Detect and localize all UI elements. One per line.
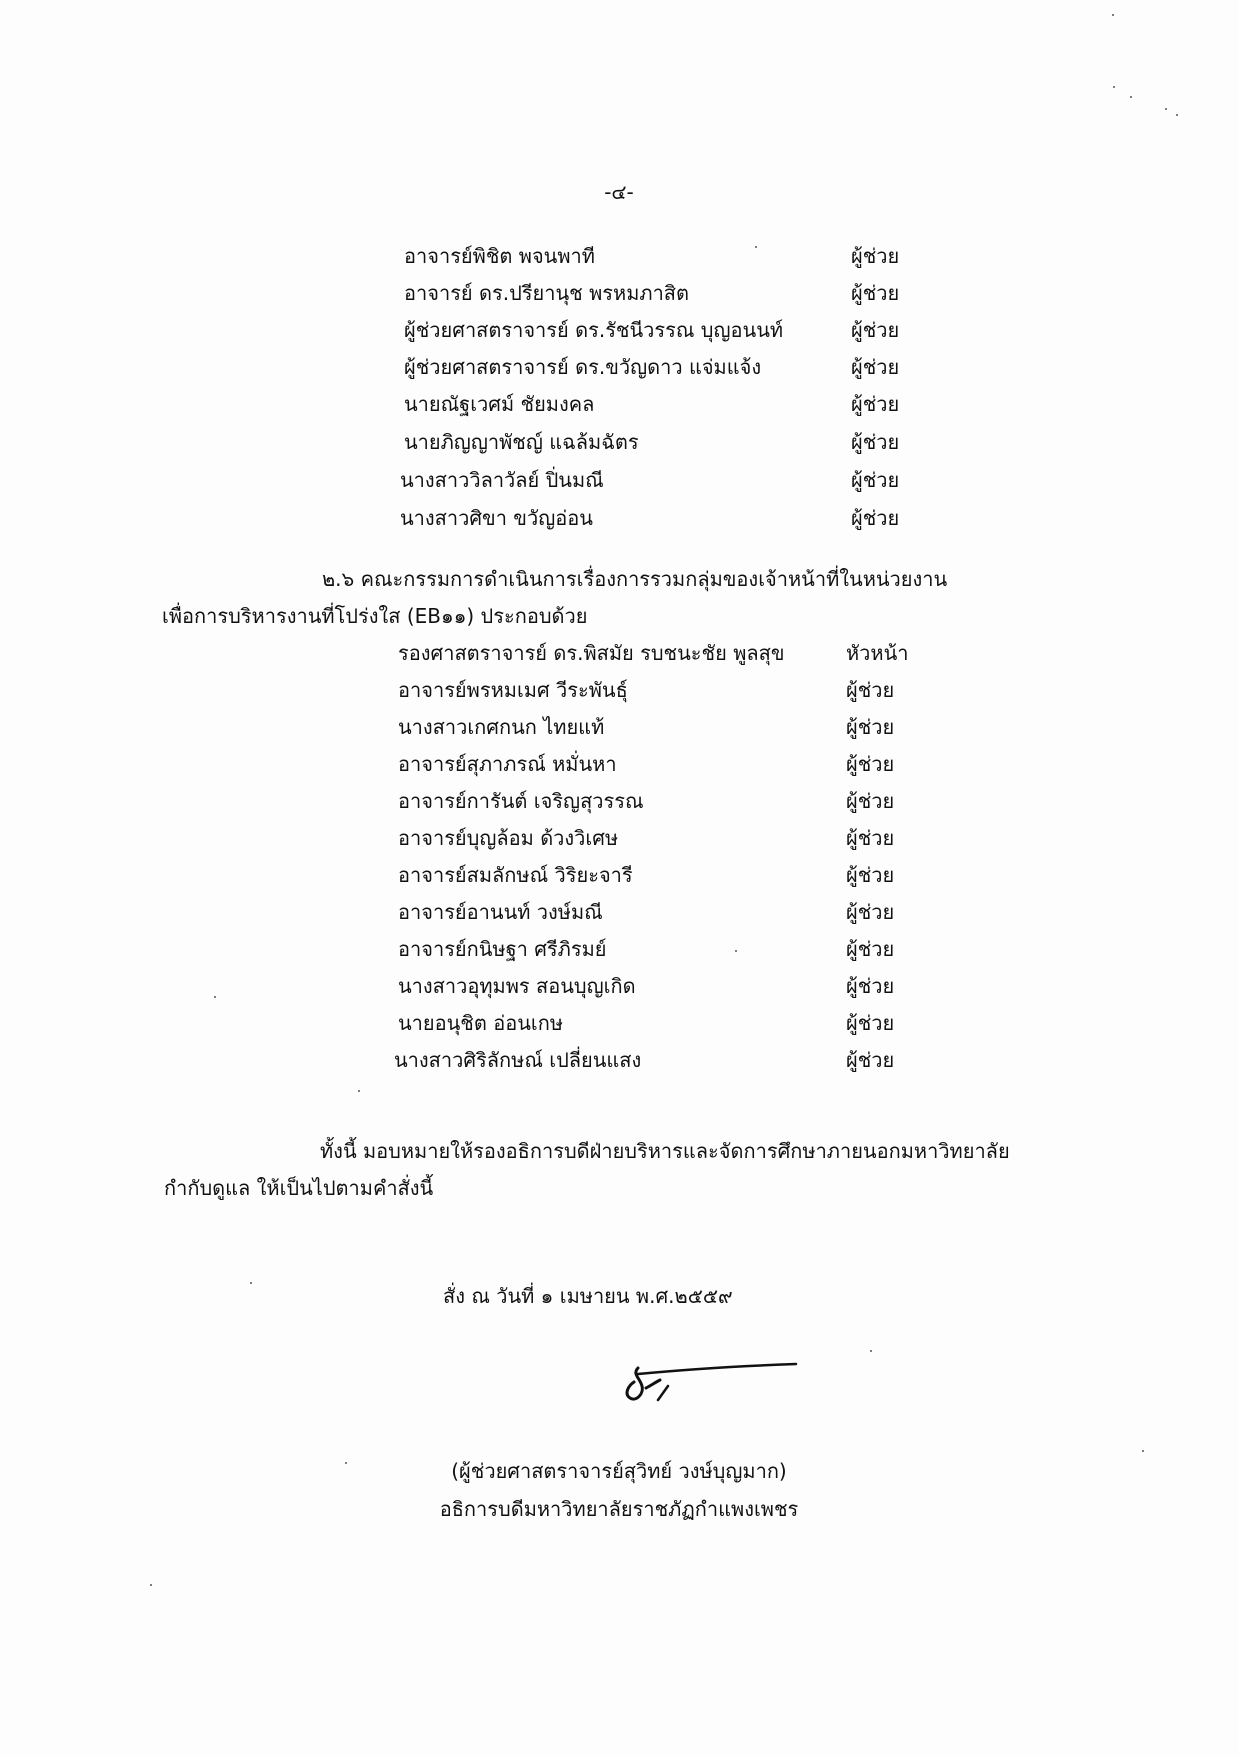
member-name: ผู้ช่วยศาสตราจารย์ ดร.รัชนีวรรณ บุญอนนท์ [404,318,784,342]
member-name: อาจารย์ ดร.ปรียานุช พรหมภาสิต [404,281,689,305]
handwritten-signature [610,1352,800,1412]
member-name: ผู้ช่วยศาสตราจารย์ ดร.ขวัญดาว แจ่มแจ้ง [404,355,762,379]
list-item [0,500,1238,536]
closing-paragraph-line1: ทั้งนี้ มอบหมายให้รองอธิการบดีฝ่ายบริหารและจัดการศึกษาภายนอกมหาวิทยาลัย [320,1139,1010,1163]
list-item [0,635,1238,671]
list-item [0,709,1238,745]
member-name: อาจารย์การันต์ เจริญสุวรรณ [398,789,644,813]
member-name: นายณัฐเวศม์ ชัยมงคล [404,392,595,416]
member-role: ผู้ช่วย [846,863,895,887]
member-role: ผู้ช่วย [846,678,895,702]
list-item [0,1042,1238,1078]
list-item [0,275,1238,311]
member-name: อาจารย์บุญล้อม ด้วงวิเศษ [398,826,619,850]
closing-paragraph-line2: กำกับดูแล ให้เป็นไปตามคำสั่งนี้ [164,1176,434,1200]
list-item [0,857,1238,893]
list-item [0,931,1238,967]
scan-speck [250,1282,252,1284]
list-item [0,746,1238,782]
member-role: ผู้ช่วย [846,937,895,961]
member-role: ผู้ช่วย [846,1048,895,1072]
list-item [0,349,1238,385]
scan-speck [1113,86,1115,88]
member-name: นางสาวอุทุมพร สอนบุญเกิด [398,974,636,998]
member-role: ผู้ช่วย [851,392,900,416]
scan-speck [150,1584,152,1586]
member-role: ผู้ช่วย [846,752,895,776]
scan-speck [1112,14,1114,16]
member-name: อาจารย์กนิษฐา ศรีภิรมย์ [398,937,607,961]
member-name: นายอนุชิต อ่อนเกษ [398,1011,564,1035]
member-role: ผู้ช่วย [851,281,900,305]
list-item [0,894,1238,930]
member-role: ผู้ช่วย [846,900,895,924]
member-role: ผู้ช่วย [851,355,900,379]
member-role: ผู้ช่วย [846,789,895,813]
list-item [0,312,1238,348]
scan-speck [1165,108,1167,110]
member-role: ผู้ช่วย [851,468,900,492]
member-role: ผู้ช่วย [851,506,900,530]
member-name: นางสาวศิริลักษณ์ เปลี่ยนแสง [394,1048,642,1072]
member-name: นายภิญญาพัชญ์ แฉล้มฉัตร [404,430,639,454]
member-name: รองศาสตราจารย์ ดร.พิสมัย รบชนะชัย พูลสุข [398,641,785,665]
section-heading-2-6-cont: เพื่อการบริหารงานที่โปร่งใส (EB๑๑) ประกอบด้วย [162,604,588,628]
list-item [0,1005,1238,1041]
member-role: ผู้ช่วย [846,974,895,998]
list-item [0,462,1238,498]
list-item [0,820,1238,856]
member-role: ผู้ช่วย [851,430,900,454]
section-heading-2-6: ๒.๖ คณะกรรมการดำเนินการเรื่องการรวมกลุ่มของเจ้าหน้าที่ในหน่วยงาน [322,567,948,591]
member-name: อาจารย์พรหมเมศ วีระพันธุ์ [398,678,628,702]
member-name: นางสาวศิขา ขวัญอ่อน [400,506,593,530]
signatory-name: (ผู้ช่วยศาสตราจารย์สุวิทย์ วงษ์บุญมาก) [451,1459,787,1483]
list-item [0,424,1238,460]
list-item [0,386,1238,422]
list-item [0,783,1238,819]
member-name: นางสาวเกศกนก ไทยแท้ [398,715,605,739]
member-name: อาจารย์สุภาภรณ์ หมั่นหา [398,752,617,776]
order-date: สั่ง ณ วันที่ ๑ เมษายน พ.ศ.๒๕๕๙ [443,1284,733,1308]
member-name: อาจารย์พิชิต พจนพาที [404,244,595,268]
member-role: ผู้ช่วย [851,244,900,268]
list-item [0,968,1238,1004]
page-number: -๔- [604,180,634,204]
scan-speck [870,1350,872,1352]
signatory-position: อธิการบดีมหาวิทยาลัยราชภัฏกำแพงเพชร [439,1497,799,1521]
member-name: นางสาววิลาวัลย์ ปิ่นมณี [400,468,604,492]
list-item [0,672,1238,708]
member-name: อาจารย์อานนท์ วงษ์มณี [398,900,603,924]
scan-speck [1130,96,1132,98]
member-name: อาจารย์สมลักษณ์ วิริยะจารี [398,863,633,887]
list-item [0,238,1238,274]
member-role: ผู้ช่วย [851,318,900,342]
member-role: ผู้ช่วย [846,826,895,850]
scan-speck [1176,114,1178,116]
member-role: หัวหน้า [846,641,909,665]
scan-speck [358,1090,360,1092]
member-role: ผู้ช่วย [846,1011,895,1035]
member-role: ผู้ช่วย [846,715,895,739]
